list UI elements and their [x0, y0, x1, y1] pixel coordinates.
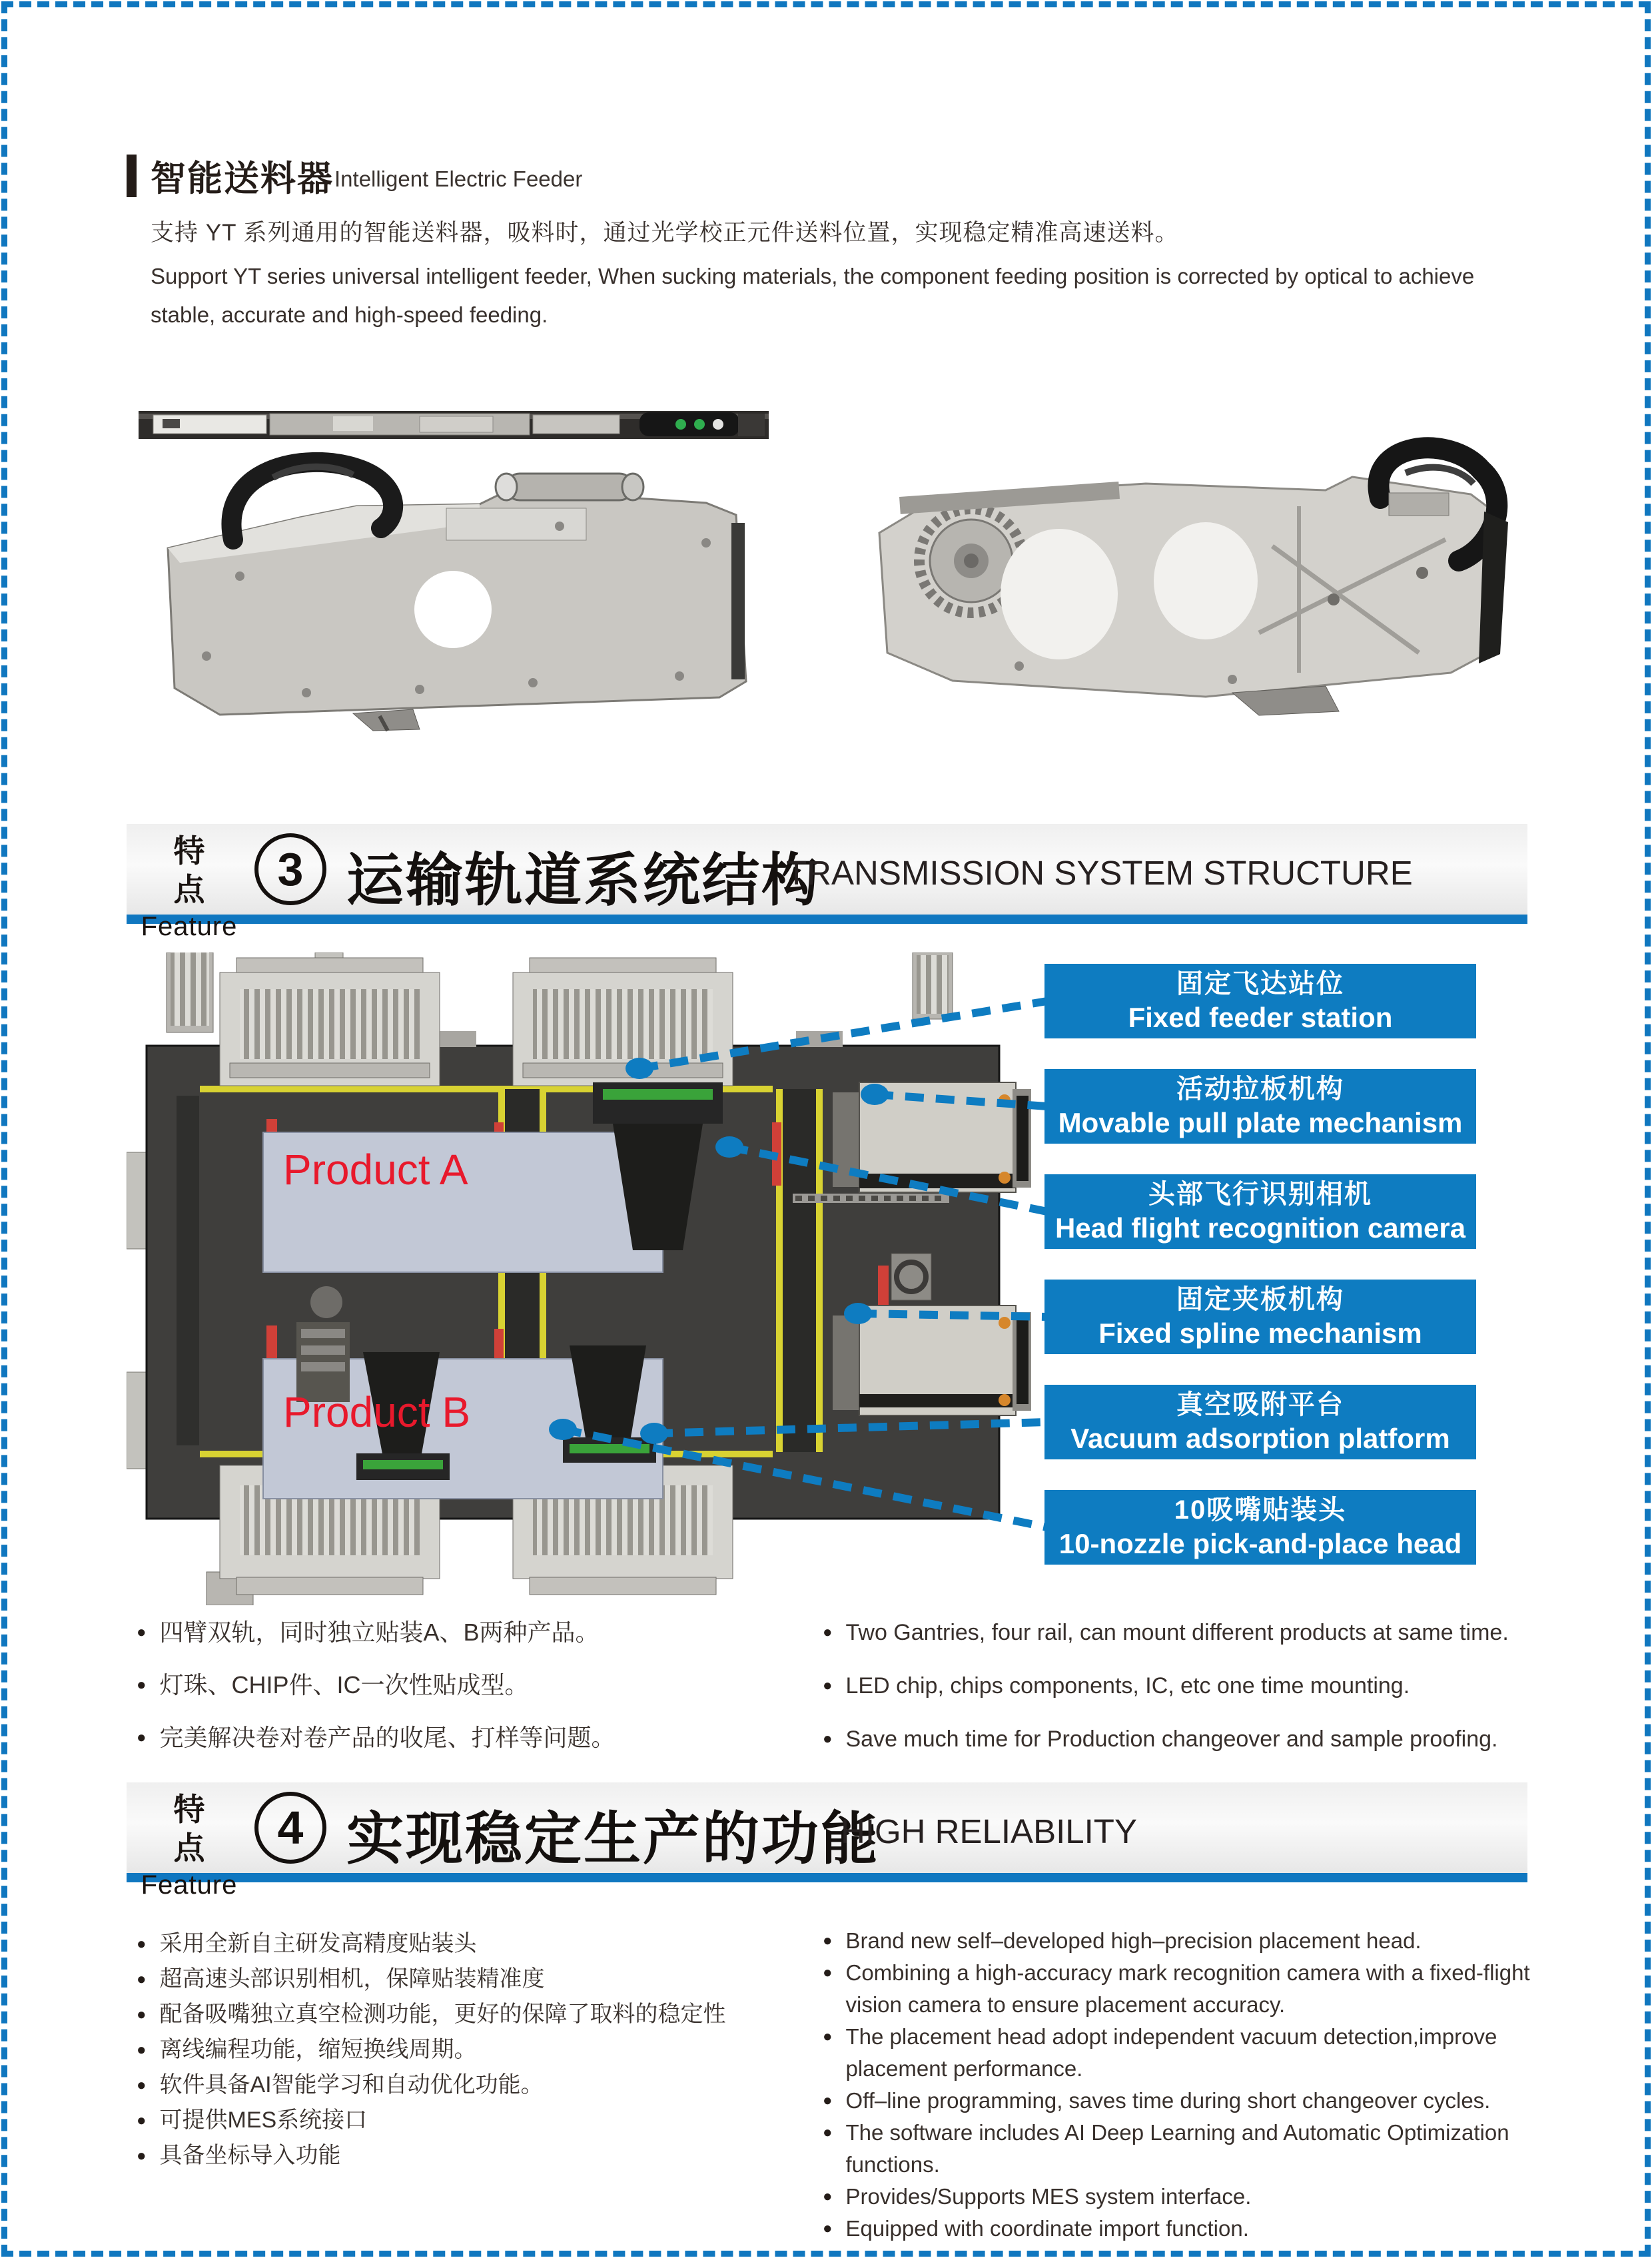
bullet-icon: ● — [137, 1623, 147, 1641]
bullet-icon: ● — [137, 2111, 147, 2129]
feature-badge-en: Feature — [141, 912, 238, 941]
intro-paragraph-zh: 支持 YT 系列通用的智能送料器，吸料时，通过光学校正元件送料位置，实现稳定精准高速送料。 — [151, 220, 1179, 246]
callout-label-zh: 头部飞行识别相机 — [1148, 1179, 1372, 1209]
feature-badge-zh: 特点 — [173, 1792, 230, 1866]
feeder-strip-photo — [139, 411, 769, 439]
callout-label-zh: 固定夹板机构 — [1176, 1284, 1344, 1314]
bullet-icon: ● — [137, 1935, 147, 1953]
intro-paragraph-en: Support YT series universal intelligent feeder, When sucking materials, the component feeding position is corrected by optical to achieve stable, accurate and high-speed feeding. — [151, 264, 1475, 327]
list-item: ● LED chip, chips components, IC, etc one time mounting. — [823, 1671, 1555, 1701]
callout-label-zh: 真空吸附平台 — [1176, 1389, 1344, 1419]
bullet-icon: ● — [137, 2076, 147, 2094]
callout-vacuum-platform — [1044, 1385, 1476, 1459]
callout-fixed-feeder-station — [1044, 964, 1476, 1038]
feeder-photo-left — [133, 390, 793, 733]
list-item: ● The placement head adopt independent vacuum detection,improve placement performance. — [823, 2021, 1565, 2085]
feature4-title-en: HIGH RELIABILITY — [841, 1812, 1137, 1850]
callout-head-flight-camera — [1044, 1174, 1476, 1249]
list-item: ● 软件具备AI智能学习和自动优化功能。 — [137, 2068, 843, 2103]
list-item: ● Equipped with coordinate import function. — [823, 2213, 1565, 2245]
list-item: ● The software includes AI Deep Learning and Automatic Optimization functions. — [823, 2117, 1565, 2181]
feature3-bullets-en — [823, 1617, 1555, 1777]
list-item: ● Provides/Supports MES system interface. — [823, 2181, 1565, 2213]
callout-label-en: Head flight recognition camera — [1054, 1212, 1466, 1244]
list-item: ● Combining a high-accuracy mark recognition camera with a fixed-flight vision camera to ensure placement accuracy. — [823, 1957, 1565, 2021]
bullet-icon: ● — [823, 2123, 833, 2141]
feature3-title-zh: 运输轨道系统结构 — [346, 849, 821, 913]
callout-label-zh: 固定飞达站位 — [1176, 968, 1344, 998]
list-item: ● 四臂双轨，同时独立贴装A、B两种产品。 — [137, 1617, 809, 1648]
feature4-number-circle: 4 — [254, 1792, 326, 1864]
page-title-en: Intelligent Electric Feeder — [334, 167, 583, 191]
bullet-icon: ● — [137, 1970, 147, 1988]
callout-label-en: Fixed spline mechanism — [1098, 1317, 1422, 1349]
list-item: ● 具备坐标导入功能 — [137, 2138, 843, 2173]
callout-label-en: 10-nozzle pick-and-place head — [1058, 1527, 1462, 1559]
callout-label-zh: 10吸嘴贴装头 — [1174, 1495, 1347, 1525]
callout-label-en: Vacuum adsorption platform — [1070, 1422, 1450, 1454]
list-item: ● Save much time for Production changeover and sample proofing. — [823, 1724, 1555, 1754]
bullet-icon: ● — [823, 2091, 833, 2109]
feeder-bank-top-right — [513, 958, 733, 1086]
feature3-badge — [136, 832, 242, 944]
list-item: ● 可提供MES系统接口 — [137, 2103, 843, 2138]
feeder-body-photo-2 — [879, 448, 1508, 715]
page-title-zh: 智能送料器 — [151, 159, 334, 198]
feature4-badge — [136, 1790, 242, 1902]
section-title-bar — [127, 155, 137, 197]
feature4-bullets-zh — [137, 1926, 843, 2173]
bullet-icon: ● — [137, 2006, 147, 2024]
bullet-icon: ● — [137, 1676, 147, 1694]
product-a-label: Product A — [283, 1146, 468, 1194]
bullet-icon: ● — [137, 2147, 147, 2165]
bullet-icon: ● — [823, 1932, 833, 1950]
bullet-icon: ● — [823, 1964, 833, 1982]
bullet-icon: ● — [823, 2219, 833, 2237]
bullet-icon: ● — [137, 1728, 147, 1746]
callout-fixed-spline — [1044, 1280, 1476, 1354]
bullet-icon: ● — [823, 2028, 833, 2046]
callout-10-nozzle-head — [1044, 1490, 1476, 1565]
bullet-icon: ● — [823, 1623, 833, 1641]
feature3-banner — [127, 824, 1527, 941]
list-item: ● Brand new self–developed high–precision placement head. — [823, 1925, 1565, 1957]
list-item: ● 超高速头部识别相机，保障贴装精准度 — [137, 1962, 843, 1997]
list-item: ● 灯珠、CHIP件、IC一次性贴成型。 — [137, 1670, 809, 1700]
list-item: ● 采用全新自主研发高精度贴装头 — [137, 1926, 843, 1962]
callout-label-en: Fixed feeder station — [1128, 1001, 1393, 1033]
callout-label-en: Movable pull plate mechanism — [1058, 1106, 1463, 1138]
feature4-title-zh: 实现稳定生产的功能 — [346, 1807, 880, 1871]
feeder-photo-right — [859, 433, 1529, 723]
bullet-icon: ● — [823, 2187, 833, 2205]
list-item: ● 完美解决卷对卷产品的收尾、打样等问题。 — [137, 1722, 809, 1753]
feeder-bank-top-left — [220, 958, 440, 1086]
feature-badge-en: Feature — [141, 1870, 238, 1900]
feeder-body-photo — [168, 462, 746, 731]
product-b-label: Product B — [283, 1388, 471, 1436]
feature3-bullets-zh — [137, 1617, 809, 1775]
machine-top-view — [127, 952, 1031, 1605]
feeder-logo-circle — [414, 571, 492, 648]
bullet-icon: ● — [137, 2041, 147, 2059]
callout-movable-pull-plate — [1044, 1069, 1476, 1144]
feature4-bullets-en — [823, 1925, 1565, 2245]
list-item: ● Two Gantries, four rail, can mount different products at same time. — [823, 1617, 1555, 1648]
feature3-number-circle: 3 — [254, 833, 326, 905]
feature4-banner — [127, 1782, 1527, 1900]
bullet-icon: ● — [823, 1730, 833, 1748]
list-item: ● 离线编程功能，缩短换线周期。 — [137, 2032, 843, 2068]
list-item: ● 配备吸嘴独立真空检测功能，更好的保障了取料的稳定性 — [137, 1997, 843, 2032]
bullet-icon: ● — [823, 1677, 833, 1694]
feature-badge-zh: 特点 — [173, 833, 230, 907]
feature3-title-en: TRANSMISSION SYSTEM STRUCTURE — [786, 854, 1413, 892]
callout-label-zh: 活动拉板机构 — [1176, 1074, 1344, 1104]
list-item: ● Off–line programming, saves time during short changeover cycles. — [823, 2085, 1565, 2117]
